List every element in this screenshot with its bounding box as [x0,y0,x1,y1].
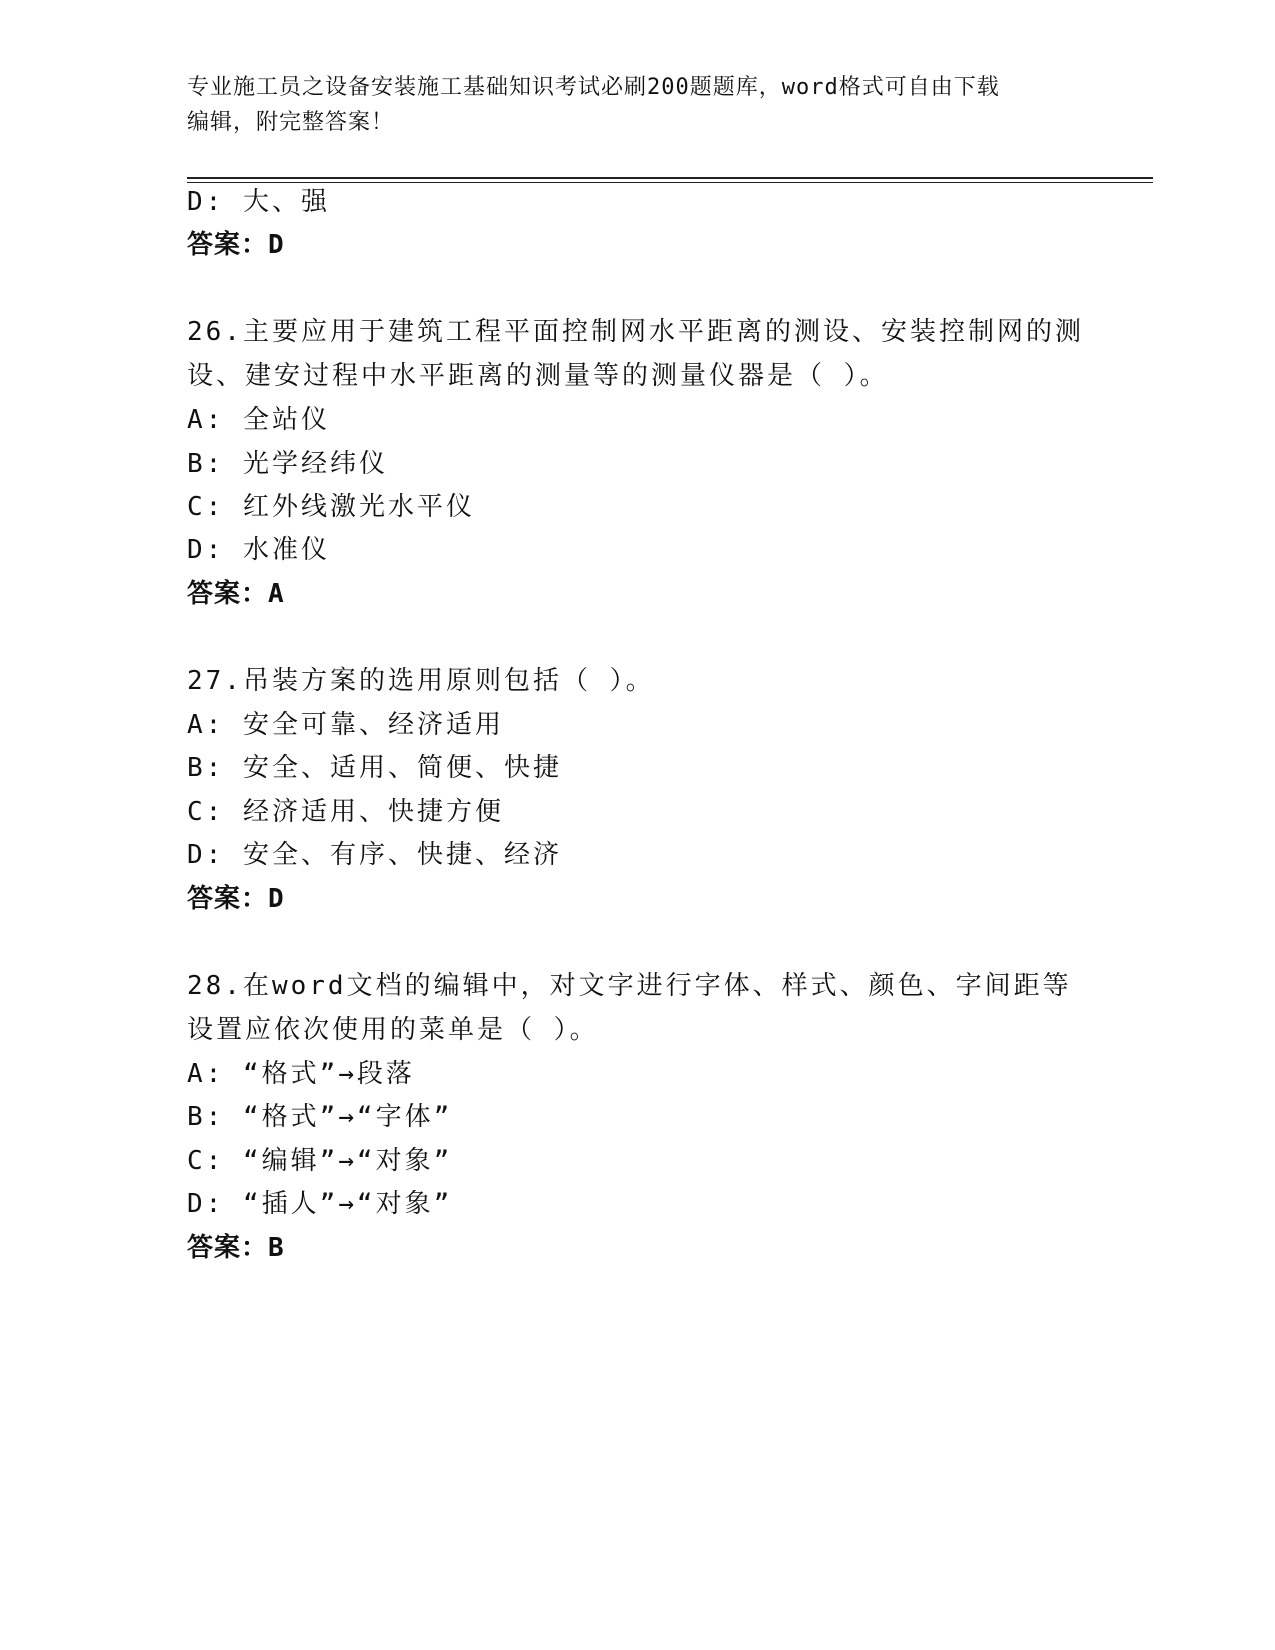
question-stem-continued: 设、建安过程中水平距离的测量等的测量仪器是（ ）。 [187,361,889,391]
question-stem: 28.在word文档的编辑中，对文字进行字体、样式、颜色、字间距等 [187,971,1072,1001]
question-stem-continued: 设置应依次使用的菜单是（ ）。 [187,1015,599,1045]
header-line-1: 专业施工员之设备安装施工基础知识考试必刷200题题库，word格式可自由下载 [187,75,1000,100]
document-header [187,70,1087,140]
option-d: D: “插人”→“对象” [187,1189,453,1219]
option-d: D: 大、强 [187,187,330,217]
option-a: A: “格式”→段落 [187,1059,415,1089]
header-divider-thin [187,182,1153,183]
question-stem: 27.吊装方案的选用原则包括（ ）。 [187,666,655,696]
option-c: C: “编辑”→“对象” [187,1146,453,1176]
option-b: B: “格式”→“字体” [187,1102,453,1132]
answer: 答案：D [187,230,285,260]
option-d: D: 水准仪 [187,535,330,565]
answer: 答案：B [187,1233,285,1263]
header-line-2: 编辑，附完整答案！ [187,110,395,135]
question-stem: 26.主要应用于建筑工程平面控制网水平距离的测设、安装控制网的测 [187,317,1084,347]
option-c: C: 红外线激光水平仪 [187,492,475,522]
header-divider [187,177,1153,179]
option-b: B: 安全、适用、简便、快捷 [187,753,562,783]
option-a: A: 全站仪 [187,405,330,435]
option-c: C: 经济适用、快捷方便 [187,797,504,827]
option-d: D: 安全、有序、快捷、经济 [187,840,562,870]
answer: 答案：A [187,579,285,609]
answer: 答案：D [187,884,285,914]
option-a: A: 安全可靠、经济适用 [187,710,504,740]
option-b: B: 光学经纬仪 [187,449,388,479]
